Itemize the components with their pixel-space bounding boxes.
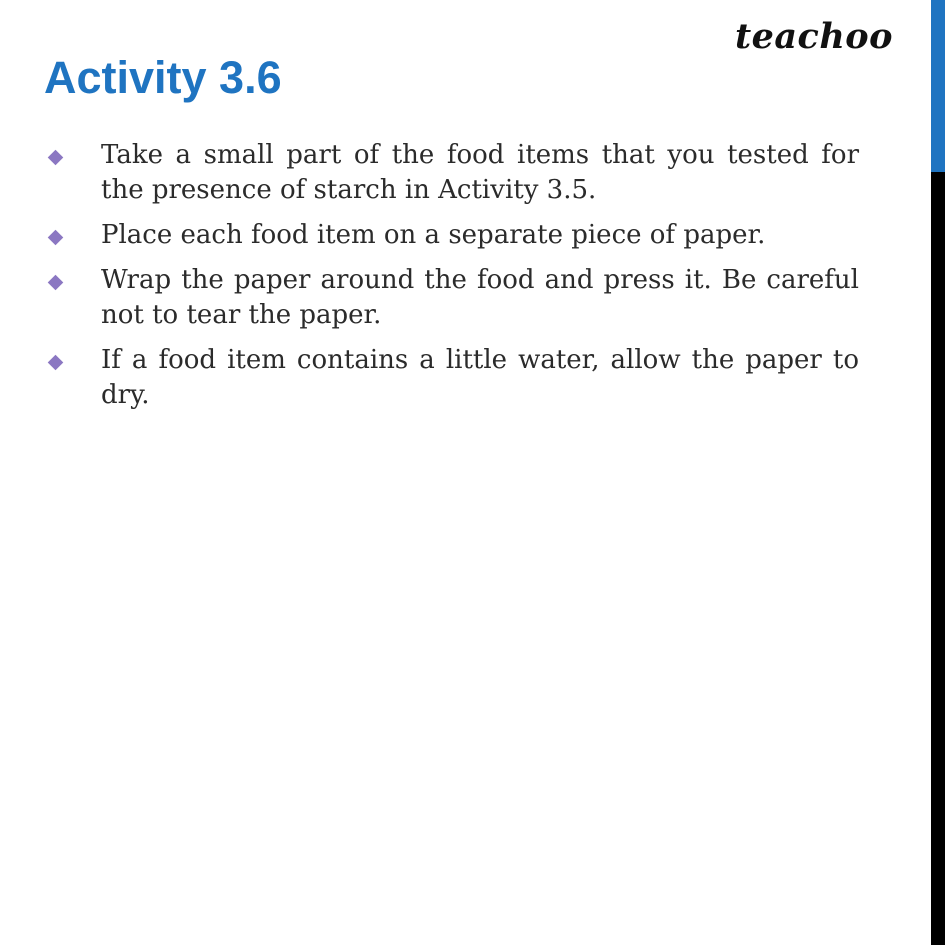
diamond-bullet-icon [48,230,64,246]
diamond-bullet-icon [48,150,64,166]
teachoo-logo: teachoo [734,16,893,57]
step-text: Place each food item on a separate piece of paper. [101,220,766,250]
activity-steps-list [44,138,859,423]
step-text: Take a small part of the food items that you tested for the presence of starch in Activity 3.5. [101,140,859,205]
diamond-bullet-icon [48,355,64,371]
side-accent-bar [931,0,945,172]
list-item [44,218,859,253]
list-item [44,343,859,413]
list-item [44,138,859,208]
page-title: Activity 3.6 [44,52,282,103]
list-item [44,263,859,333]
step-text: If a food item contains a little water, allow the paper to dry. [101,345,859,410]
diamond-bullet-icon [48,275,64,291]
step-text: Wrap the paper around the food and press it. Be careful not to tear the paper. [101,265,859,330]
